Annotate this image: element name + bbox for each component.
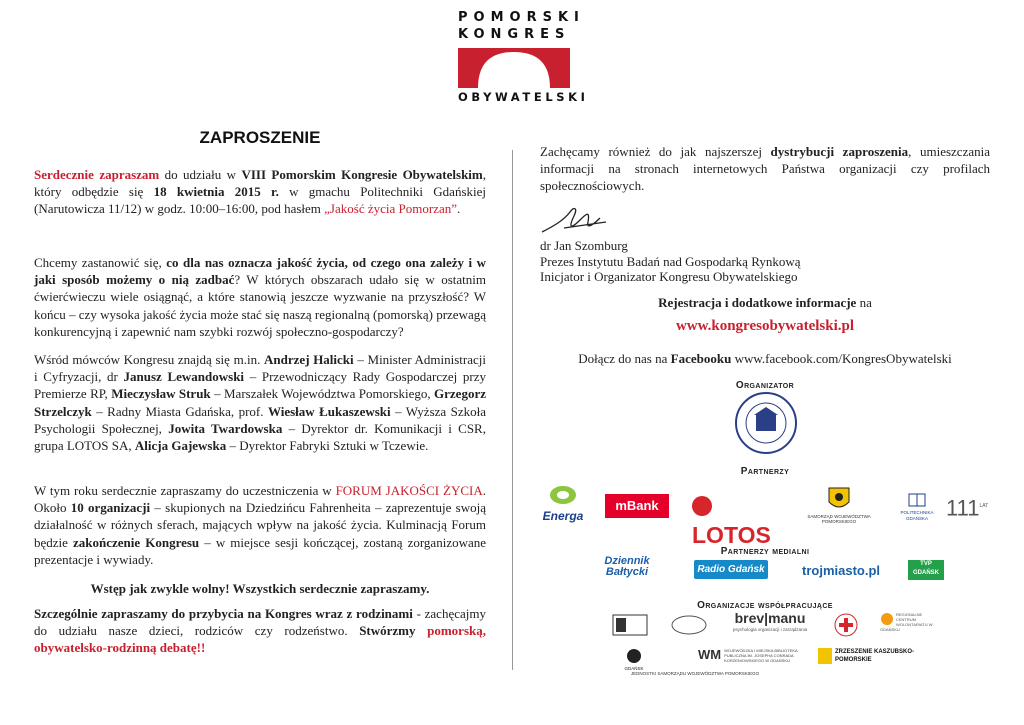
signer-name: dr Jan Szomburg [540, 238, 628, 253]
logo-line-2: KONGRES [458, 27, 571, 42]
logo-line-3: OBYWATELSKI [458, 90, 589, 104]
family-paragraph: Szczególnie zapraszamy do przybycia na Kongres wraz z rodzinami - zachęcajmy do udziału nasze dzieci, rodziców czy rodzeństwo. Stwórzmy pomorską, obywatelsko-rodzinną debatę!! [34, 606, 486, 656]
organizer-heading: Organizator [735, 380, 795, 391]
distribution-paragraph: Zachęcamy również do jak najszerszej dystrybucji zaproszenia, umieszczania informacji na stronach internetowych Państwa organizacji czy profilach społecznościowych. [540, 144, 990, 193]
radio-gdansk-logo: Radio Gdańsk [694, 560, 768, 579]
lotos-logo: LOTOS [692, 490, 788, 520]
media-partners-heading: Partnerzy medialni [720, 546, 810, 557]
speakers-paragraph: Wśród mówców Kongresu znajdą się m.in. Andrzej Halicki – Minister Administracji i Cyfryzacji, dr Janusz Lewandowski – Przewodniczący Rady Gospodarczej przy Premierze RP, Mieczysław Struk – Marszałek Województwa Pomorskiego, Grzegorz Strzelczyk – Radny Miasta Gdańska, prof. Wiesław Łukaszewski – Wyższa Szkoła Psychologii Społecznej, Jowita Twardowska – Dyrektor dr. Komunikacji i CSR, grupa LOTOS SA, Alicja Gajewska – Dyrektor Fabryki Sztuki w Tczewie. [34, 352, 487, 454]
politechnika-logo: POLITECHNIKA GDAŃSKA [893, 492, 941, 522]
mbank-logo: mBank [605, 494, 669, 518]
tvp-gdansk-logo: TVP GDAŃSK [908, 560, 944, 580]
samorzad-logo: SAMORZĄD WOJEWÓDZTWA POMORSKIEGO [800, 486, 878, 525]
gdansk-logo: GDAŃSK [616, 648, 652, 672]
dziennik-baltycki-logo: Dziennik Bałtycki [604, 555, 650, 578]
trojmiasto-logo: trojmiasto.pl [802, 563, 881, 578]
assp-logo-icon [612, 614, 648, 636]
facebook-info[interactable]: Dołącz do nas na Facebooku www.facebook.com/KongresObywatelski [578, 351, 952, 366]
cooperating-orgs-heading: Organizacje współpracujące [697, 600, 833, 611]
library-logo: WM WOJEWÓDZKA I MIEJSKA BIBLIOTEKA PUBLICZNA IM. JOSEPHA CONRADA KORZENIOWSKIEGO W GDAŃSKU [698, 647, 798, 663]
intro-paragraph: Serdecznie zapraszam do udziału w VIII Pomorskim Kongresie Obywatelskim, który odbędzie się 18 kwietnia 2015 r. w gmachu Politechniki Gdańskiej (Narutowicza 11/12) w godz. 10:00–16:00, pod hasłem „Jakość życia Pomorzan”. [34, 167, 486, 217]
free-entry-text: Wstęp jak zwykle wolny! Wszystkich serdecznie zapraszamy. [90, 581, 430, 596]
organizer-seal-text [560, 0, 561, 1]
page-title: ZAPROSZENIE [199, 128, 321, 147]
website-link[interactable]: www.kongresobywatelski.pl [675, 318, 855, 334]
forum-paragraph: W tym roku serdecznie zapraszamy do uczestniczenia w FORUM JAKOŚCI ŻYCIA. Około 10 organizacji – skupionych na Dziedzińcu Fahrenheita – zaprezentuje swoją działalność w różnych sferach, mających wpływ na jakość życia. Kulminacją Forum będzie zakończenie Kongresu – w miejsce sesji kończącej, zostaną zorganizowane prezentacje i wywiady. [34, 483, 487, 567]
column-divider [512, 150, 513, 670]
arch-logo-icon [458, 44, 570, 88]
signer-role-1: Prezes Instytutu Badań nad Gospodarką Rynkową [540, 253, 801, 269]
topic-paragraph: Chcemy zastanowić się, co dla nas oznacza jakość życia, od czego ona zależy i w jaki sposób możemy o nią zadbać? W których obszarach udało się w ostatnim ćwierćwieczu wiele osiągnąć, a które stanowią jeszcze wyzwanie na przyszłość? W końcu – czy wysoka jakość życia może stać się naszą regionalną (pomorską) przewagą konkurencyjną i zapewnić nam szybki rozwój społeczno-gospodarczy? [34, 255, 486, 339]
organizer-seal-icon [734, 391, 798, 455]
111-years-logo: $111^{LAT}$ [946, 495, 989, 521]
logo-line-1: POMORSKI [458, 10, 585, 25]
red-cross-logo-icon [834, 613, 858, 637]
volunteer-center-logo: REGIONALNE CENTRUM WOLONTARIATU W GDAŃSKU [880, 612, 933, 632]
zrzeszenie-logo: ZRZESZENIE KASZUBSKO-POMORSKIE [818, 648, 928, 664]
partners-heading: Partnerzy [740, 466, 790, 477]
energa-logo: Energa [538, 484, 588, 523]
signature-block [540, 238, 990, 285]
registration-info: Rejestracja i dodatkowe informacje na [658, 295, 872, 310]
brevimanu-logo: brev|manu psychologia organizacji i zarządzania [732, 610, 808, 632]
oval-org-logo-icon [670, 614, 708, 636]
signature-icon [540, 202, 610, 242]
signer-role-2: Inicjator i Organizator Kongresu Obywatelskiego [540, 269, 798, 284]
jednostki-caption: JEDNOSTKI SAMORZĄDU WOJEWÓDZTWA POMORSKIEGO [630, 671, 760, 676]
